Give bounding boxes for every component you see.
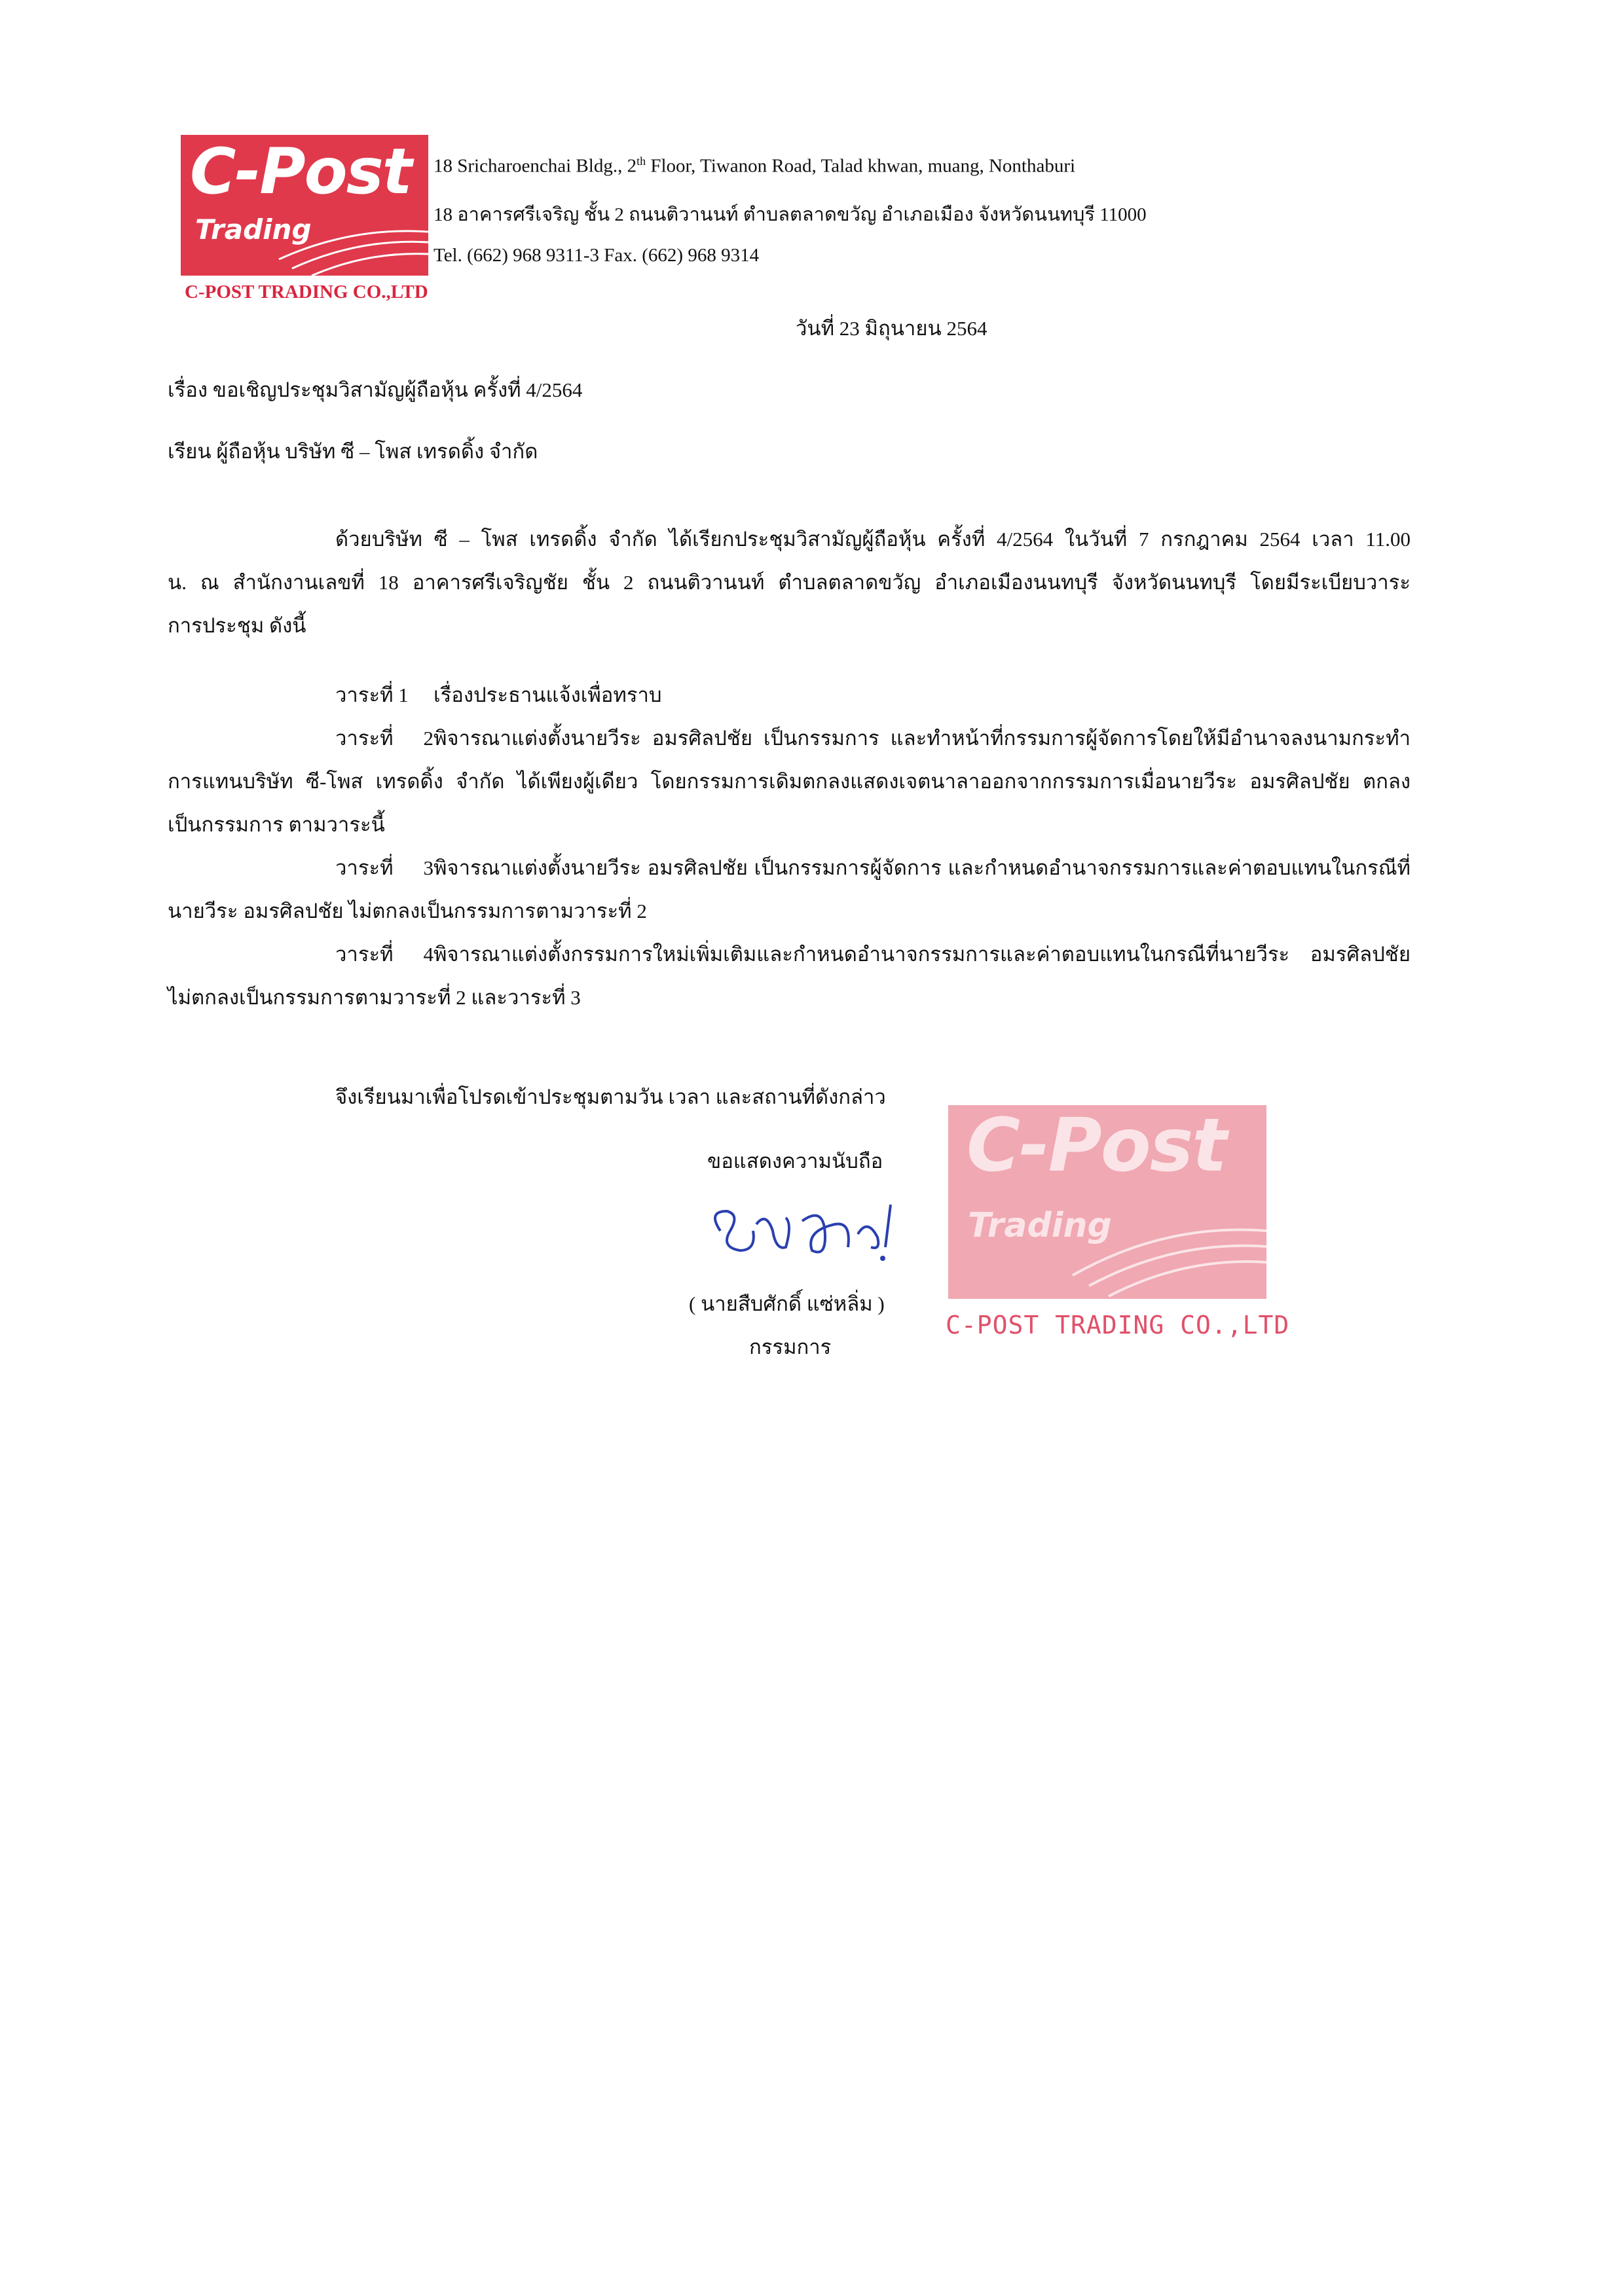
agenda-text: พิจารณาแต่งตั้งนายวีระ อมรศิลปชัย เป็นกรรมการผู้จัดการ และกำหนดอำนาจกรรมการและค่าตอบแทนในกรณีที่: [434, 856, 1411, 879]
handwritten-signature: [694, 1185, 910, 1283]
agenda-item: [335, 721, 1411, 754]
contact-info: Tel. (662) 968 9311-3 Fax. (662) 968 9314: [434, 245, 760, 266]
company-stamp: [948, 1105, 1266, 1299]
stamp-title: C-Post: [967, 1105, 1226, 1188]
agenda-text-continued: การแทนบริษัท ซี-โพส เทรดดิ้ง จำกัด ได้เพียงผู้เดียว โดยกรรมการเดิมตกลงแสดงเจตนาลาออกจากกรรมการเมื่อนายวีระ อมรศิลปชัย ตกลง: [168, 770, 1411, 793]
agenda-label: วาระที่ 2: [335, 727, 434, 750]
agenda-item: [335, 851, 1411, 884]
address-english-part2: Floor, Tiwanon Road, Talad khwan, muang, Nonthaburi: [646, 155, 1076, 177]
agenda-text: เรื่องประธานแจ้งเพื่อทราบ: [434, 683, 662, 706]
letter-date: วันที่ 23 มิถุนายน 2564: [796, 317, 987, 340]
agenda-item: [335, 938, 1411, 970]
logo-title: C-Post: [190, 135, 411, 208]
agenda-label: วาระที่ 1: [335, 683, 409, 706]
agenda-text-continued: เป็นกรรมการ ตามวาระนี้: [168, 813, 385, 836]
agenda-text-continued: นายวีระ อมรศิลปชัย ไม่ตกลงเป็นกรรมการตามวาระที่ 2: [168, 900, 647, 922]
letter-recipient: เรียน ผู้ถือหุ้น บริษัท ซี – โพส เทรดดิ้ง จำกัด: [168, 440, 538, 463]
company-logo: [181, 135, 428, 276]
address-english-superscript: th: [637, 155, 646, 168]
letter-subject: เรื่อง ขอเชิญประชุมวิสามัญผู้ถือหุ้น ครั้งที่ 4/2564: [168, 378, 583, 401]
closing-sentence: จึงเรียนมาเพื่อโปรดเข้าประชุมตามวัน เวลา และสถานที่ดังกล่าว: [335, 1085, 886, 1108]
intro-line: ด้วยบริษัท ซี – โพส เทรดดิ้ง จำกัด ได้เรียกประชุมวิสามัญผู้ถือหุ้น ครั้งที่ 4/2564 ในวันที่ 7 กรกฎาคม 2564 เวลา 11.00: [335, 528, 1411, 551]
address-english: [434, 155, 1075, 177]
logo-subtitle: Trading: [195, 213, 312, 246]
company-caption: C-POST TRADING CO.,LTD: [185, 282, 428, 302]
signatory-title: กรรมการ: [749, 1336, 832, 1358]
agenda-label: วาระที่ 3: [335, 856, 434, 879]
signatory-name: ( นายสืบศักดิ์ แซ่หลิ่ม ): [689, 1292, 885, 1315]
agenda-text: พิจารณาแต่งตั้งนายวีระ อมรศิลปชัย เป็นกรรมการ และทำหน้าที่กรรมการผู้จัดการโดยให้มีอำนาจลงนามกระทำ: [434, 727, 1411, 750]
intro-line: น. ณ สำนักงานเลขที่ 18 อาคารศรีเจริญชัย ชั้น 2 ถนนติวานนท์ ตำบลตลาดขวัญ อำเภอเมืองนนทบุรี จังหวัดนนทบุรี โดยมีระเบียบวาระ: [168, 571, 1411, 594]
agenda-item: [335, 678, 662, 711]
agenda-label: วาระที่ 4: [335, 943, 434, 966]
stamp-caption: C-POST TRADING CO.,LTD: [946, 1311, 1290, 1339]
address-thai: 18 อาคารศรีเจริญ ชั้น 2 ถนนติวานนท์ ตำบลตลาดขวัญ อำเภอเมือง จังหวัดนนทบุรี 11000: [434, 204, 1147, 225]
agenda-text: พิจารณาแต่งตั้งกรรมการใหม่เพิ่มเติมและกำหนดอำนาจกรรมการและค่าตอบแทนในกรณีที่นายวีระ อมรศิลปชัย: [434, 943, 1411, 966]
intro-line: การประชุม ดังนี้: [168, 614, 306, 637]
address-english-part1: 18 Sricharoenchai Bldg., 2: [434, 155, 637, 177]
regards: ขอแสดงความนับถือ: [707, 1150, 883, 1173]
agenda-text-continued: ไม่ตกลงเป็นกรรมการตามวาระที่ 2 และวาระที่ 3: [168, 986, 581, 1009]
stamp-subtitle: Trading: [968, 1206, 1112, 1245]
